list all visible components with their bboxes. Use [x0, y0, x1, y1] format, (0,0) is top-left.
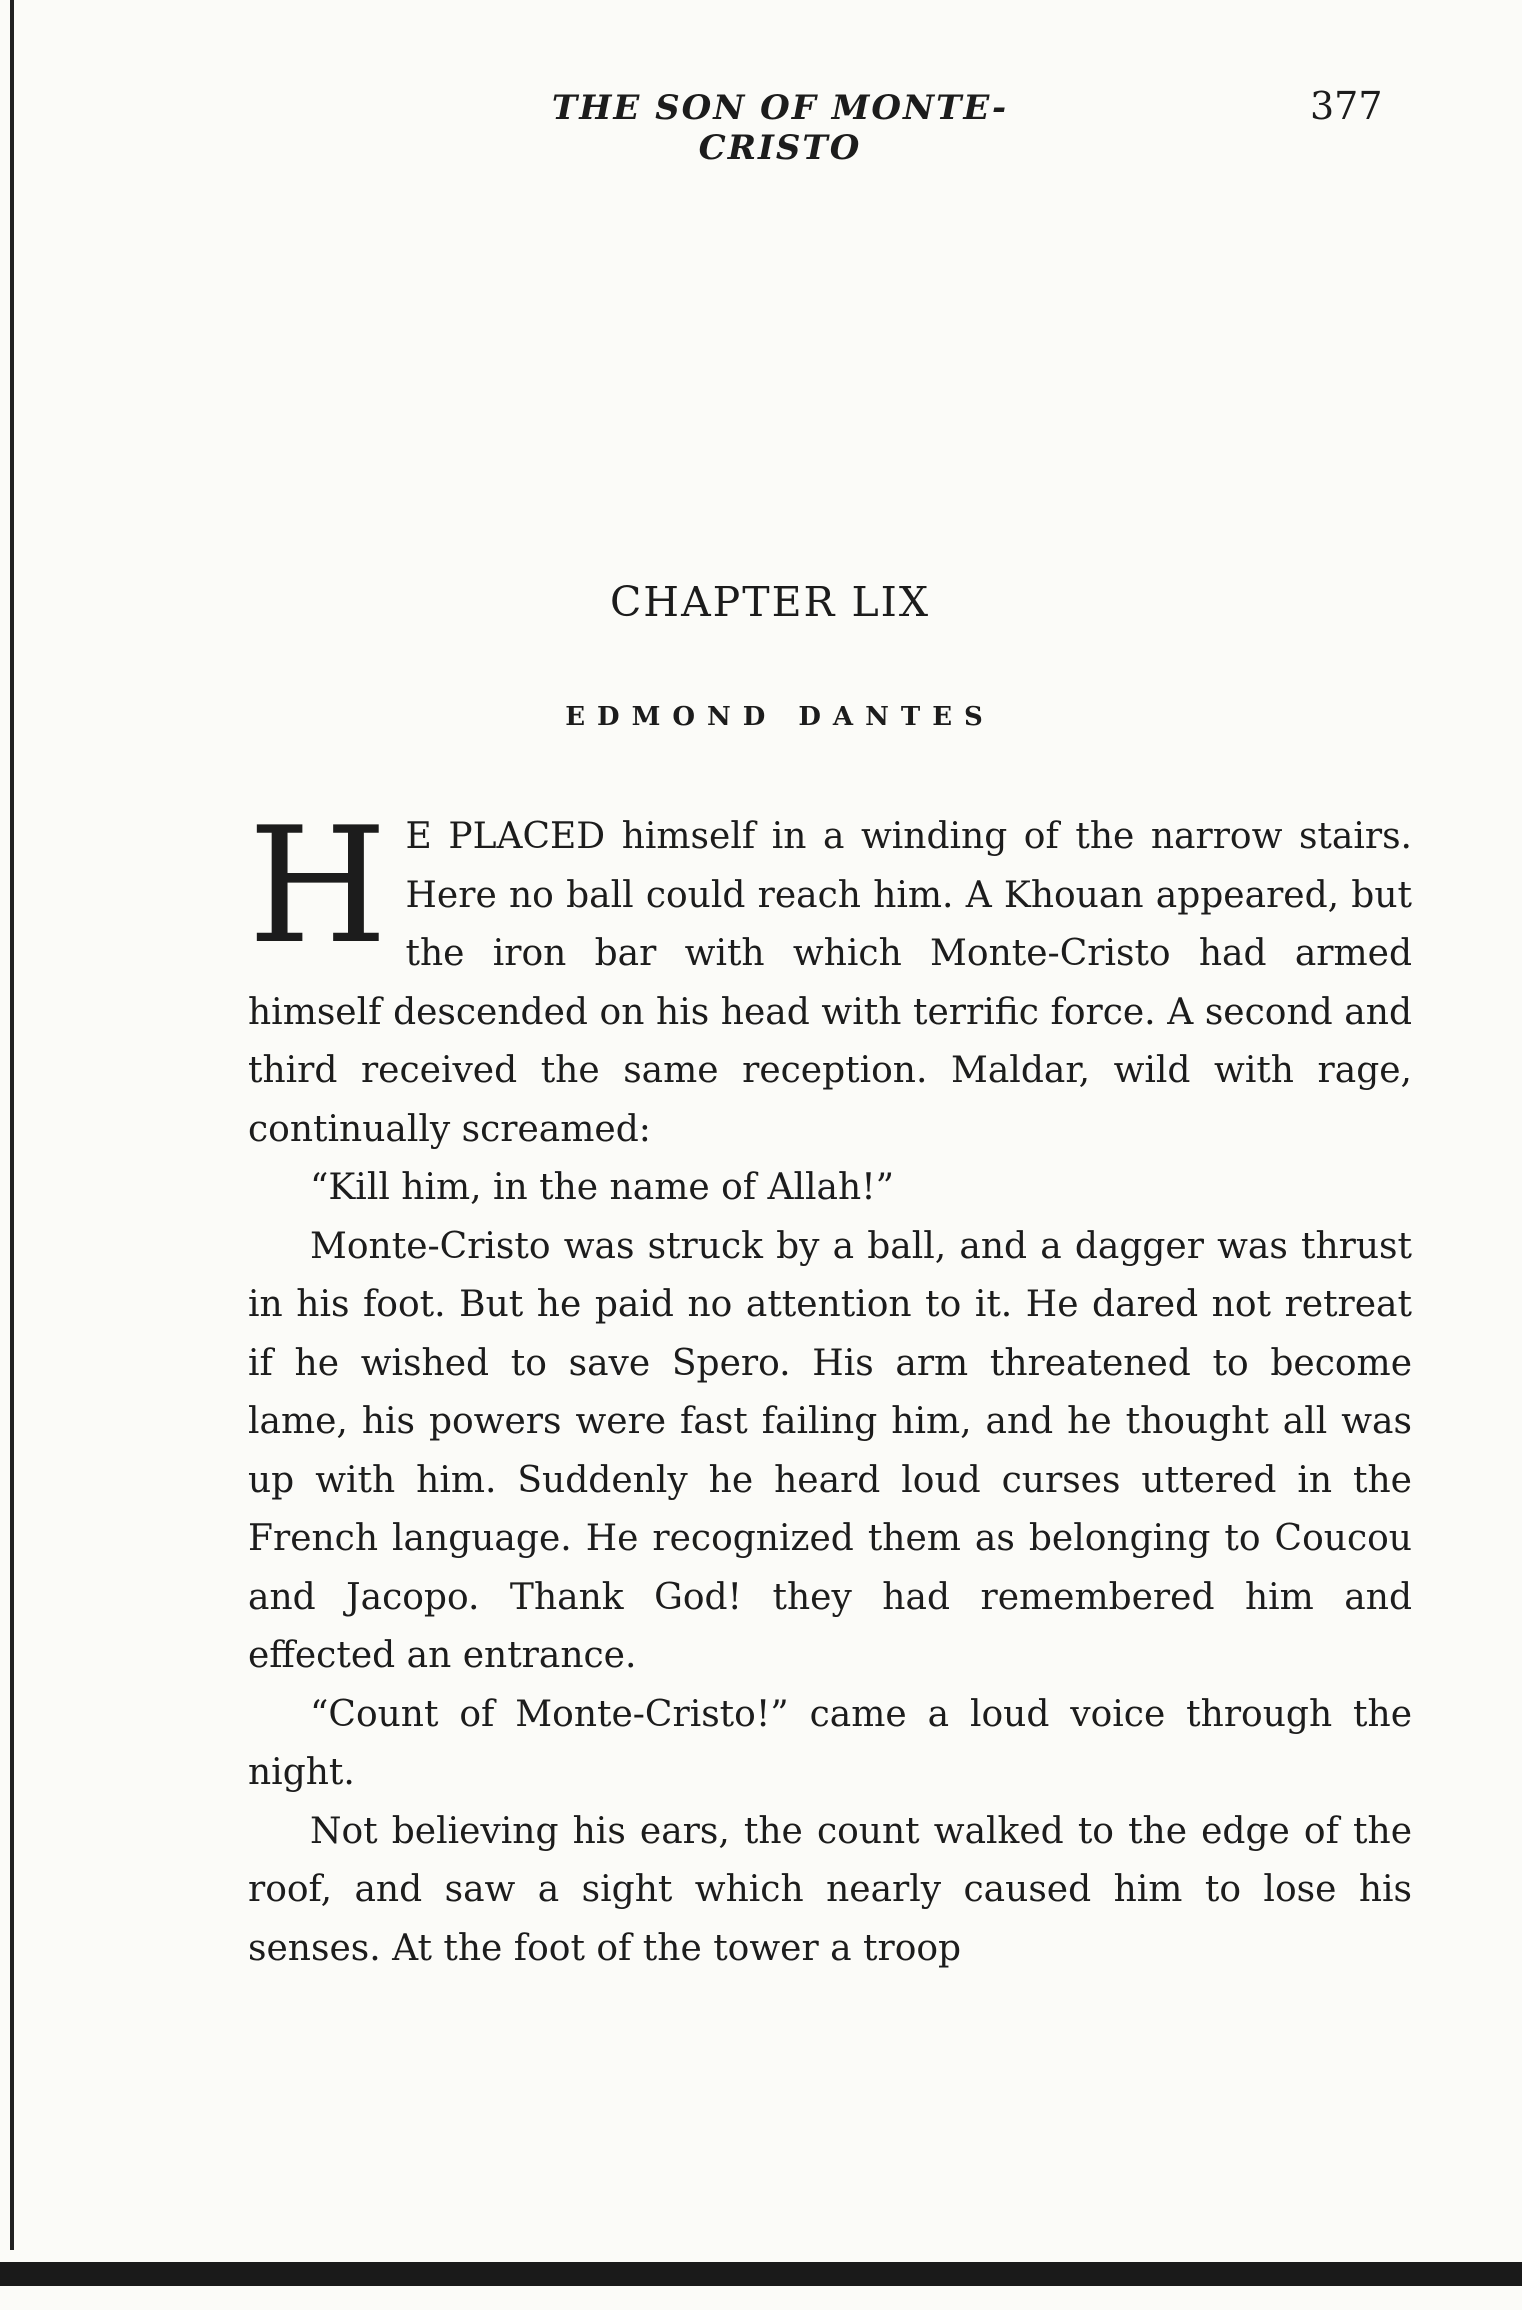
chapter-title: CHAPTER LIX [609, 578, 931, 626]
paragraph-1-text: E PLACED himself in a winding of the narrow stairs. Here no ball could reach him. A Khouan appeared, but the iron bar with which Monte-Cristo had armed himself descended on his head with terrific force. A second and third received the same reception. Maldar, wild with rage, continually screamed: [248, 816, 1412, 1150]
paragraph-3: Monte-Cristo was struck by a ball, and a dagger was thrust in his foot. But he paid no attention to it. He dared not retreat if he wished to save Spero. His arm threatened to become lame, his powers were fast failing him, and he thought all was up with him. Suddenly he heard loud curses uttered in the French language. He recognized them as belonging to Coucou and Jacopo. Thank God! they had remembered him and effected an entrance. [248, 1225, 1412, 1676]
chapter-subtitle: EDMOND DANTES [565, 702, 995, 732]
running-title: THE SON OF MONTE-CRISTO [551, 88, 1009, 168]
paragraph-1 [248, 792, 1412, 1159]
page-edge-rule [10, 0, 14, 2250]
paragraph-5: Not believing his ears, the count walked to the edge of the roof, and saw a sight which nearly caused him to lose his senses. At the foot of the tower a troop [248, 1810, 1412, 1969]
paragraph-2: “Kill him, in the name of Allah!” [310, 1167, 895, 1208]
paragraph-4: “Count of Monte-Cristo!” came a loud voice through the night. [248, 1693, 1412, 1793]
body-text [248, 792, 1412, 1978]
page-bottom-rule [0, 2262, 1522, 2286]
page-number: 377 [1310, 84, 1383, 128]
drop-cap: H [248, 792, 388, 979]
